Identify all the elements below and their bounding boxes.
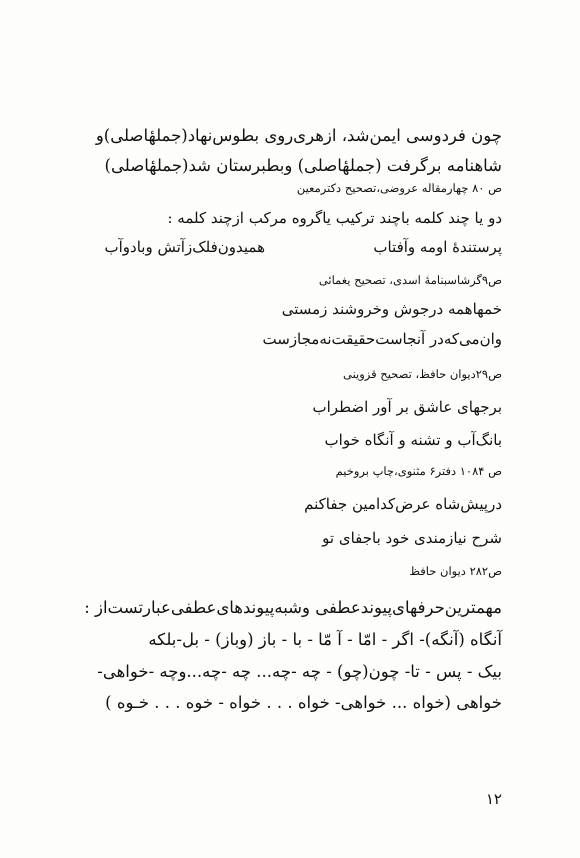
verse-line-4: بانگ‌آب و تشنه و آنگاه خواب	[324, 431, 502, 449]
verse-line-1: خمهاهمه درجوش وخروشند زمستی	[281, 300, 502, 318]
page-number: ۱۲	[485, 790, 502, 808]
verse-hemistich-left: همیدون‌فلک‌زآتش وبادوآب	[104, 238, 265, 256]
verse-line-3: برجهای عاشق بر آور اضطراب	[312, 398, 502, 416]
citation-hafez-1: ص۲۹دیوان حافظ، تصحیح قزوینی	[342, 367, 502, 381]
text-line-definition: دو یا چند کلمه باچند ترکیب یاگروه مرکب ازچند کلمه :	[167, 209, 502, 227]
text-line-2: شاهنامه برگرفت (جملهٔاصلی) وبطبرستان شد(جملهٔاصلی)	[104, 156, 502, 175]
citation-chahar-maqaleh: ص ۸۰ چهارمقاله عروضی،تصحیح دکترمعین	[296, 181, 502, 195]
verse-line-2: وان‌می‌که‌در آنجاست‌حقیقت‌نه‌مجازست	[262, 330, 502, 348]
citation-hafez-2: ص۲۸۲ دیوان حافظ	[409, 564, 502, 578]
text-line-1: چون فردوسی ایمن‌شد، ازهری‌روی بطوس‌نهاد(جملهٔاصلی)و	[95, 126, 502, 145]
text-line-conjunctions-1: آنگاه (آنگه)- اگر - امّا - آ مّا - با - باز (وباز) - بل-بلکه	[148, 630, 502, 649]
verse-hemistich-right: پرستندهٔ اومه وآفتاب	[373, 238, 502, 256]
text-line-conjunctions-2: بیک - پس - تا- چون(چو) - چه -چه... چه -چه...وچه -خواهی-	[97, 662, 502, 681]
text-line-conjunctions-heading: مهمترین‌حرفهای‌پیوندعطفی وشبه‌پیوندهای‌عطفی‌عبارتست‌از :	[84, 598, 502, 617]
text-line-conjunctions-3: خواهی (خواه ... خواهی- خواه . . . خواه - خوه . . . خـوه )	[105, 693, 502, 712]
citation-garshasbnameh: ص۹گرشاسبنامهٔ اسدی، تصحیح یغمائی	[318, 273, 502, 287]
verse-line-6: شرح نیازمندی خود باجفای تو	[322, 529, 502, 547]
citation-masnavi: ص ۱۰۸۴ دفتر۶ مثنوی،چاپ بروخیم	[335, 464, 502, 478]
verse-line-5: درپیش‌شاه عرض‌کدامین جفاکنم	[304, 495, 502, 513]
